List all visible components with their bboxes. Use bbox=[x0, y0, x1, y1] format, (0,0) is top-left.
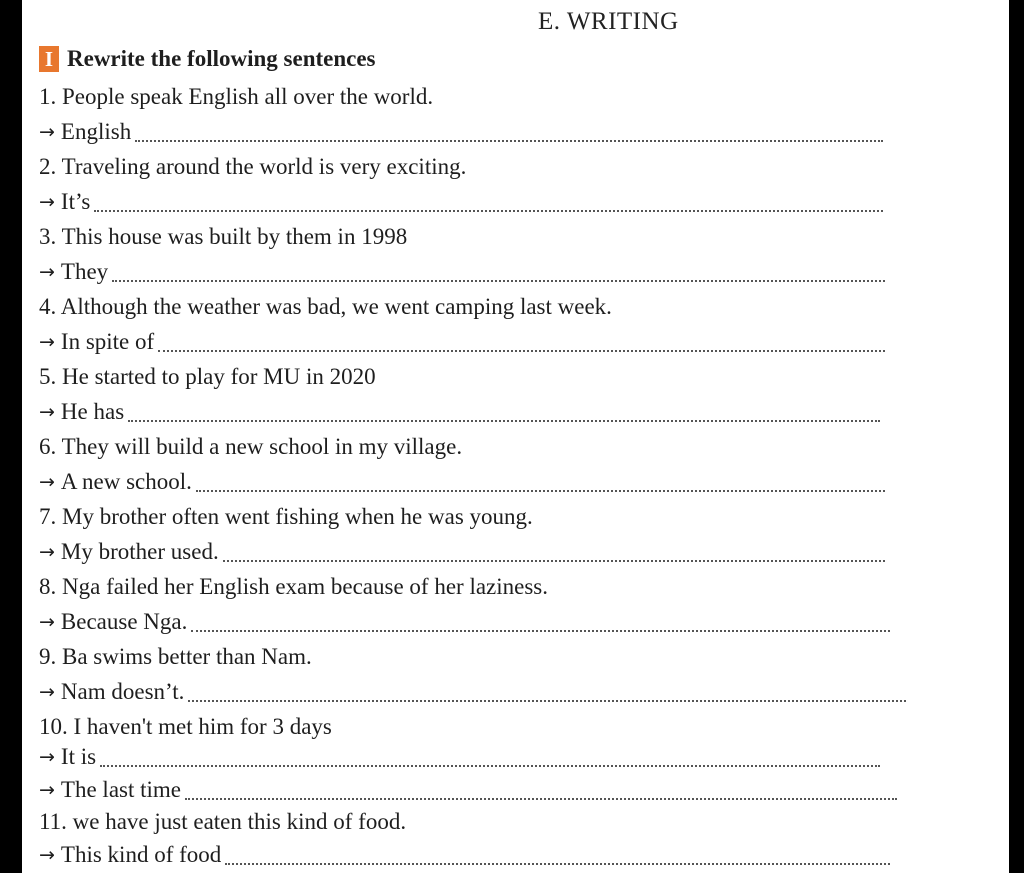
question-6: 6. They will build a new school in my village. bbox=[39, 434, 463, 459]
answer-prompt: This kind of food bbox=[60, 842, 222, 867]
question-5: 5. He started to play for MU in 2020 bbox=[39, 364, 376, 389]
question-10: 10. I haven't met him for 3 days bbox=[39, 714, 332, 739]
answer-line-4 bbox=[39, 325, 885, 359]
answer-prompt: English bbox=[60, 119, 132, 144]
question-11: 11. we have just eaten this kind of food. bbox=[39, 809, 407, 834]
exercise-number-badge: I bbox=[39, 46, 59, 72]
answer-blank[interactable] bbox=[196, 488, 885, 492]
question-2: 2. Traveling around the world is very exciting. bbox=[39, 154, 467, 179]
answer-prompt: It is bbox=[60, 744, 97, 769]
answer-line-2 bbox=[39, 185, 883, 219]
answer-blank[interactable] bbox=[225, 861, 890, 865]
answer-prompt: They bbox=[60, 259, 109, 284]
answer-line-10-2 bbox=[39, 773, 897, 807]
arrow-icon: → bbox=[39, 121, 55, 143]
arrow-icon: → bbox=[39, 844, 55, 866]
answer-blank[interactable] bbox=[158, 348, 885, 352]
answer-prompt: A new school. bbox=[60, 469, 192, 494]
arrow-icon: → bbox=[39, 779, 55, 801]
arrow-icon: → bbox=[39, 611, 55, 633]
question-7: 7. My brother often went fishing when he was young. bbox=[39, 504, 533, 529]
arrow-icon: → bbox=[39, 191, 55, 213]
answer-line-3 bbox=[39, 255, 885, 289]
question-9: 9. Ba swims better than Nam. bbox=[39, 644, 312, 669]
exercise-title: Rewrite the following sentences bbox=[67, 46, 376, 71]
answer-line-1 bbox=[39, 115, 883, 149]
answer-prompt: My brother used. bbox=[60, 539, 219, 564]
section-title: E. WRITING bbox=[538, 8, 679, 35]
answer-line-11 bbox=[39, 838, 890, 872]
answer-blank[interactable] bbox=[128, 418, 880, 422]
arrow-icon: → bbox=[39, 401, 55, 423]
arrow-icon: → bbox=[39, 261, 55, 283]
answer-blank[interactable] bbox=[185, 796, 897, 800]
answer-blank[interactable] bbox=[100, 763, 880, 767]
exercise-heading bbox=[39, 46, 376, 72]
answer-prompt: The last time bbox=[60, 777, 181, 802]
worksheet-page bbox=[22, 0, 1009, 873]
arrow-icon: → bbox=[39, 331, 55, 353]
answer-blank[interactable] bbox=[223, 558, 885, 562]
answer-line-10-1 bbox=[39, 740, 880, 774]
answer-line-6 bbox=[39, 465, 885, 499]
answer-blank[interactable] bbox=[135, 138, 883, 142]
arrow-icon: → bbox=[39, 746, 55, 768]
answer-prompt: It’s bbox=[60, 189, 91, 214]
answer-line-9 bbox=[39, 675, 906, 709]
answer-prompt: Because Nga. bbox=[60, 609, 188, 634]
arrow-icon: → bbox=[39, 541, 55, 563]
answer-blank[interactable] bbox=[191, 628, 890, 632]
answer-line-8 bbox=[39, 605, 890, 639]
question-8: 8. Nga failed her English exam because of her laziness. bbox=[39, 574, 548, 599]
answer-blank[interactable] bbox=[94, 208, 883, 212]
answer-prompt: In spite of bbox=[60, 329, 155, 354]
arrow-icon: → bbox=[39, 681, 55, 703]
answer-prompt: He has bbox=[60, 399, 125, 424]
answer-blank[interactable] bbox=[188, 698, 906, 702]
answer-line-7 bbox=[39, 535, 885, 569]
answer-blank[interactable] bbox=[112, 278, 885, 282]
arrow-icon: → bbox=[39, 471, 55, 493]
answer-line-5 bbox=[39, 395, 880, 429]
question-3: 3. This house was built by them in 1998 bbox=[39, 224, 408, 249]
question-1: 1. People speak English all over the world. bbox=[39, 84, 434, 109]
question-4: 4. Although the weather was bad, we went camping last week. bbox=[39, 294, 612, 319]
answer-prompt: Nam doesn’t. bbox=[60, 679, 185, 704]
